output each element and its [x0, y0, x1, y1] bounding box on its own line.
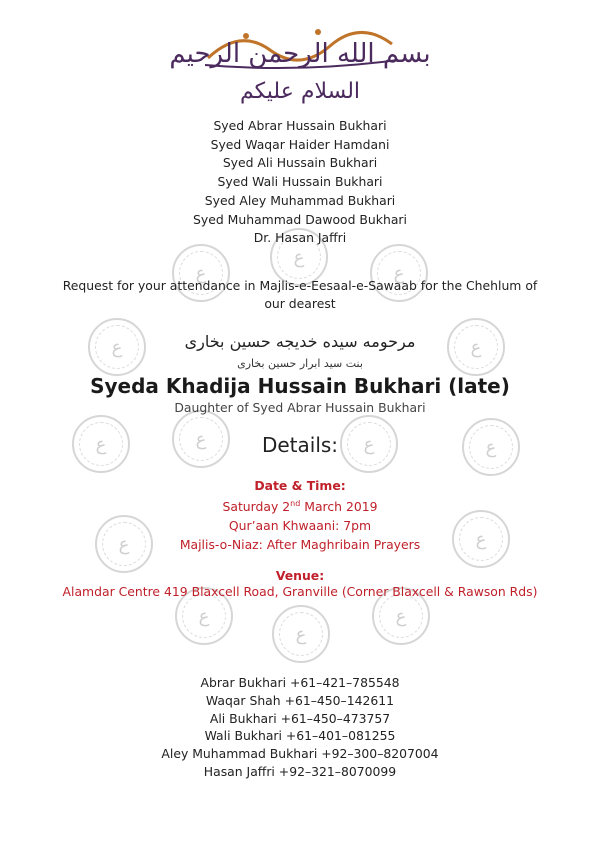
medallion-icon: ع: [370, 244, 428, 302]
medallion-icon: ع: [95, 515, 153, 573]
details-heading: Details:: [261, 433, 339, 457]
date-rest: March 2019: [300, 499, 378, 515]
medallion-icon: ع: [272, 605, 330, 663]
medallion-icon: ع: [340, 415, 398, 473]
medallion-icon: ع: [172, 244, 230, 302]
niaz-line: Majlis-o-Niaz: After Maghribain Prayers: [179, 536, 421, 552]
date-line: [0, 495, 600, 517]
request-text: [60, 277, 540, 312]
contact-list: [0, 674, 600, 781]
host-name: Syed Abrar Hussain Bukhari: [213, 118, 387, 133]
deceased-name: Syeda Khadija Hussain Bukhari (late): [90, 374, 510, 398]
medallion-icon: ع: [462, 418, 520, 476]
date-time-lines: [0, 495, 600, 555]
medallion-icon: ع: [175, 587, 233, 645]
host-name: Syed Wali Hussain Bukhari: [217, 174, 383, 190]
contact-item: Waqar Shah +61–450–142611: [205, 692, 395, 708]
date-day: Saturday 2: [222, 499, 291, 515]
host-name: Syed Aley Muhammad Bukhari: [204, 192, 396, 208]
urdu-name: مرحومه سیده خدیجه حسین بخاری: [184, 332, 416, 351]
medallion-icon: ع: [372, 587, 430, 645]
medallion-icon: ع: [88, 318, 146, 376]
host-name: Syed Waqar Haider Hamdani: [210, 136, 390, 152]
venue-address: Alamdar Centre 419 Blaxcell Road, Granville (Corner Blaxcell & Rawson Rds): [62, 584, 538, 599]
request-line: our dearest: [264, 295, 336, 311]
salaam-text: السلام عليكم: [239, 79, 361, 104]
host-name: Syed Ali Hussain Bukhari: [222, 155, 378, 171]
calligraphy-header: [0, 18, 600, 108]
medallion-icon: ع: [447, 318, 505, 376]
contact-item: Aley Muhammad Bukhari +92–300–8207004: [161, 746, 439, 762]
contact-item: Wali Bukhari +61–401–081255: [204, 728, 396, 744]
contact-item: Ali Bukhari +61–450–473757: [209, 710, 391, 726]
host-name: Syed Muhammad Dawood Bukhari: [193, 211, 407, 227]
medallion-icon: ع: [452, 510, 510, 568]
medallion-icon: ع: [72, 415, 130, 473]
contact-item: Abrar Bukhari +61–421–785548: [200, 675, 400, 690]
host-list: [0, 117, 600, 248]
request-line: Request for your attendance in Majlis-e-Eesaal-e-Sawaab for the Chehlum of: [62, 278, 538, 293]
contact-item: Hasan Jaffri +92–321–8070099: [203, 763, 397, 779]
bismillah-text: بسم الله الرحمن الرحيم: [169, 39, 431, 69]
date-time-title: Date & Time:: [254, 478, 346, 493]
calligraphy-logo: [0, 18, 600, 108]
venue-title: Venue:: [275, 568, 325, 583]
urdu-parent: بنت سید ابرار حسین بخاری: [237, 357, 363, 370]
medallion-icon: ع: [172, 410, 230, 468]
host-name: Dr. Hasan Jaffri: [253, 230, 347, 246]
quran-line: Qur’aan Khwaani: 7pm: [228, 517, 372, 533]
relation-text: Daughter of Syed Abrar Hussain Bukhari: [174, 400, 426, 415]
date-suffix: nd: [290, 499, 301, 508]
medallion-icon: ع: [270, 228, 328, 286]
